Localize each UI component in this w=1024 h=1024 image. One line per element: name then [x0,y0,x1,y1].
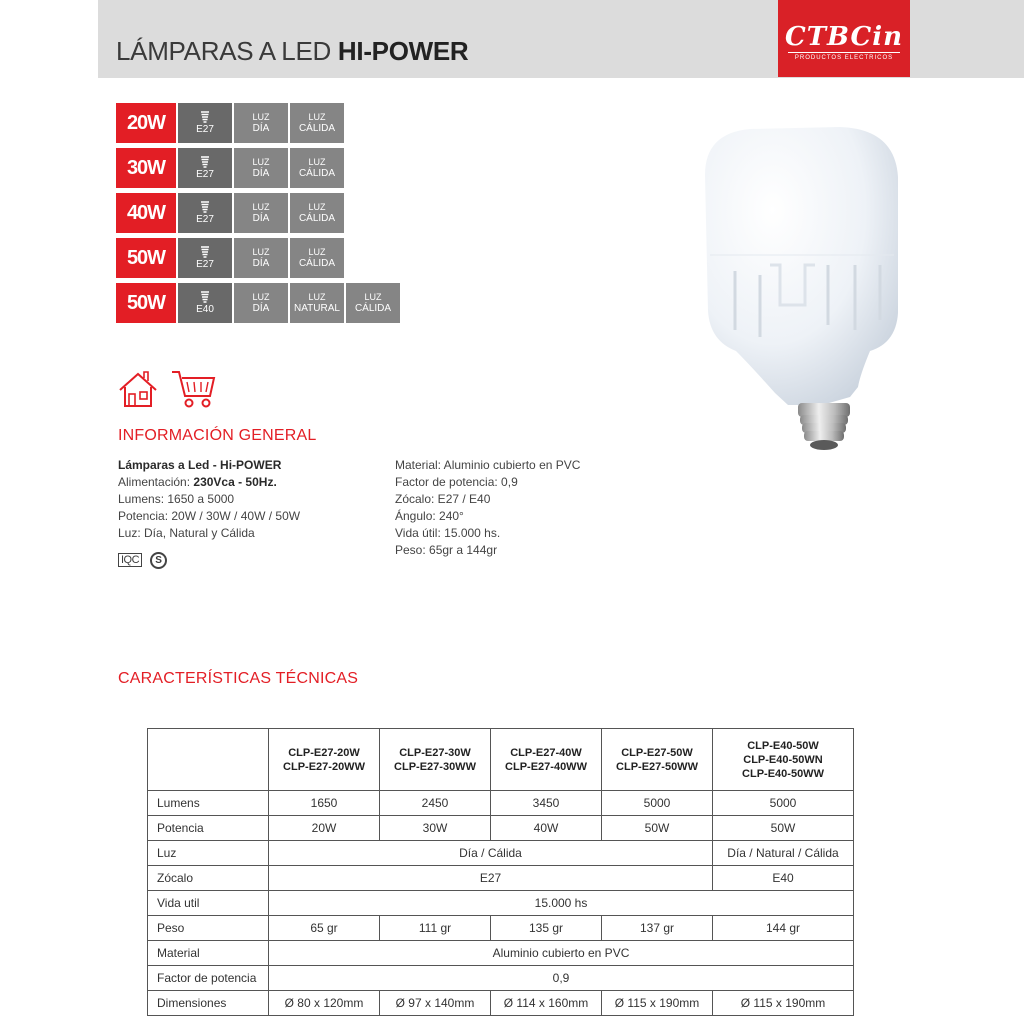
table-cell: 144 gr [713,916,854,941]
table-row [148,991,854,1016]
row-label: Zócalo [148,866,269,891]
socket-label: E40 [196,304,214,315]
row-label: Factor de potencia [148,966,269,991]
wattage-cell: 20W [116,103,176,143]
info-lifetime: Vida útil: 15.000 hs. [395,526,501,540]
info-lumens: Lumens: 1650 a 5000 [118,492,235,506]
light-cell [290,148,344,188]
row-label: Material [148,941,269,966]
info-weight: Peso: 65gr a 144gr [395,543,498,557]
table-cell: 2450 [380,791,491,816]
brand-logo [778,0,910,77]
table-cell: Ø 115 x 190mm [713,991,854,1016]
light-caption: LUZ [308,247,326,257]
row-label: Potencia [148,816,269,841]
model-header [491,729,602,791]
light-caption: LUZ [308,292,326,302]
table-cell: 40W [491,816,602,841]
page-title-light: LÁMPARAS A LED [116,36,331,66]
table-cell: 3450 [491,791,602,816]
model-code: CLP-E27-50WW [616,760,698,773]
table-cell: 111 gr [380,916,491,941]
brand-name: CTBCin [785,22,903,52]
table-header-row [148,729,854,791]
light-cell [290,238,344,278]
info-angle: Ángulo: 240° [395,509,464,523]
light-type: CÁLIDA [298,168,336,179]
light-cell [234,238,288,278]
socket-label: E27 [196,214,214,225]
table-cell: Aluminio cubierto en PVC [269,941,854,966]
light-cell [290,283,344,323]
table-cell: Día / Cálida [269,841,713,866]
model-code: CLP-E27-40W [510,746,582,759]
model-code: CLP-E27-20WW [283,760,365,773]
table-cell: Ø 97 x 140mm [380,991,491,1016]
socket-label: E27 [196,259,214,270]
socket-cell [178,283,232,323]
socket-icon [200,111,210,123]
home-icon [116,368,160,410]
table-row [148,866,854,891]
socket-label: E27 [196,124,214,135]
table-cell: Ø 114 x 160mm [491,991,602,1016]
info-power: Potencia: 20W / 30W / 40W / 50W [118,509,301,523]
light-cell [234,193,288,233]
light-type: CÁLIDA [354,303,392,314]
info-supply-label: Alimentación: [118,475,191,489]
model-code: CLP-E40-50W [747,739,819,752]
bulb-product-image [680,115,915,460]
light-type: NATURAL [294,303,340,314]
table-row [148,966,854,991]
table-cell: 1650 [269,791,380,816]
table-row [148,841,854,866]
brand-rule [788,52,900,53]
light-cell [234,103,288,143]
brand-tagline: PRODUCTOS ELECTRICOS [794,55,894,61]
socket-cell [178,193,232,233]
light-caption: LUZ [364,292,382,302]
light-type: CÁLIDA [298,213,336,224]
row-label: Lumens [148,791,269,816]
socket-cell [178,148,232,188]
specs-heading: CARACTERÍSTICAS TÉCNICAS [118,670,359,687]
model-header [713,729,854,791]
table-cell: 50W [602,816,713,841]
table-row [148,816,854,841]
light-caption: LUZ [252,157,270,167]
table-cell: 20W [269,816,380,841]
light-caption: LUZ [252,112,270,122]
wattage-cell: 30W [116,148,176,188]
model-code: CLP-E27-30WW [394,760,476,773]
table-row [148,891,854,916]
light-cell [290,193,344,233]
light-type: DÍA [252,258,270,269]
light-caption: LUZ [252,202,270,212]
light-caption: LUZ [308,112,326,122]
table-row [148,916,854,941]
shopping-cart-icon [170,368,218,410]
spec-table [147,728,854,1016]
model-code: CLP-E27-30W [399,746,471,759]
socket-icon [200,156,210,168]
row-label: Luz [148,841,269,866]
socket-icon [200,291,210,303]
info-product: Lámparas a Led - Hi-POWER [118,458,282,472]
table-cell: 135 gr [491,916,602,941]
light-cell [234,283,288,323]
table-cell: 30W [380,816,491,841]
info-socket: Zócalo: E27 / E40 [395,492,491,506]
socket-cell [178,103,232,143]
table-cell: 65 gr [269,916,380,941]
model-header [269,729,380,791]
socket-icon [200,246,210,258]
page-title-bold: HI-POWER [337,36,469,66]
table-cell: 0,9 [269,966,854,991]
info-light: Luz: Día, Natural y Cálida [118,526,255,540]
table-cell: E40 [713,866,854,891]
model-code: CLP-E40-50WN [743,753,823,766]
info-power-factor: Factor de potencia: 0,9 [395,475,518,489]
light-caption: LUZ [308,202,326,212]
light-type: DÍA [252,168,270,179]
table-cell: Ø 115 x 190mm [602,991,713,1016]
light-cell [346,283,400,323]
socket-cell [178,238,232,278]
info-material: Material: Aluminio cubierto en PVC [395,458,581,472]
socket-icon [200,201,210,213]
model-code: CLP-E40-50WW [742,767,824,780]
row-label: Peso [148,916,269,941]
info-left-column [118,457,300,542]
table-row [148,791,854,816]
wattage-cell: 50W [116,283,176,323]
table-cell: 5000 [713,791,854,816]
model-code: CLP-E27-50W [621,746,693,759]
socket-label: E27 [196,169,214,180]
model-header [602,729,713,791]
table-cell: Ø 80 x 120mm [269,991,380,1016]
row-label: Vida util [148,891,269,916]
light-type: DÍA [252,213,270,224]
light-type: CÁLIDA [298,258,336,269]
light-caption: LUZ [252,292,270,302]
info-supply [118,474,300,491]
light-cell [290,103,344,143]
table-cell: 50W [713,816,854,841]
light-type: CÁLIDA [298,123,336,134]
model-code: CLP-E27-40WW [505,760,587,773]
info-supply-value: 230Vca - 50Hz. [193,475,277,489]
model-header [380,729,491,791]
page-title [116,36,468,67]
s-cert-mark: S [150,552,167,569]
model-code: CLP-E27-20W [288,746,360,759]
table-row [148,941,854,966]
info-heading: INFORMACIÓN GENERAL [118,427,317,444]
certification-marks [118,551,167,569]
table-corner-cell [148,729,269,791]
table-cell: 137 gr [602,916,713,941]
light-caption: LUZ [308,157,326,167]
light-caption: LUZ [252,247,270,257]
iqc-cert-mark: IQC [118,553,142,567]
light-cell [234,148,288,188]
table-cell: 15.000 hs [269,891,854,916]
info-right-column [395,457,580,559]
light-type: DÍA [252,123,270,134]
wattage-cell: 50W [116,238,176,278]
row-label: Dimensiones [148,991,269,1016]
table-cell: E27 [269,866,713,891]
wattage-cell: 40W [116,193,176,233]
light-type: DÍA [252,303,270,314]
table-cell: Día / Natural / Cálida [713,841,854,866]
table-cell: 5000 [602,791,713,816]
